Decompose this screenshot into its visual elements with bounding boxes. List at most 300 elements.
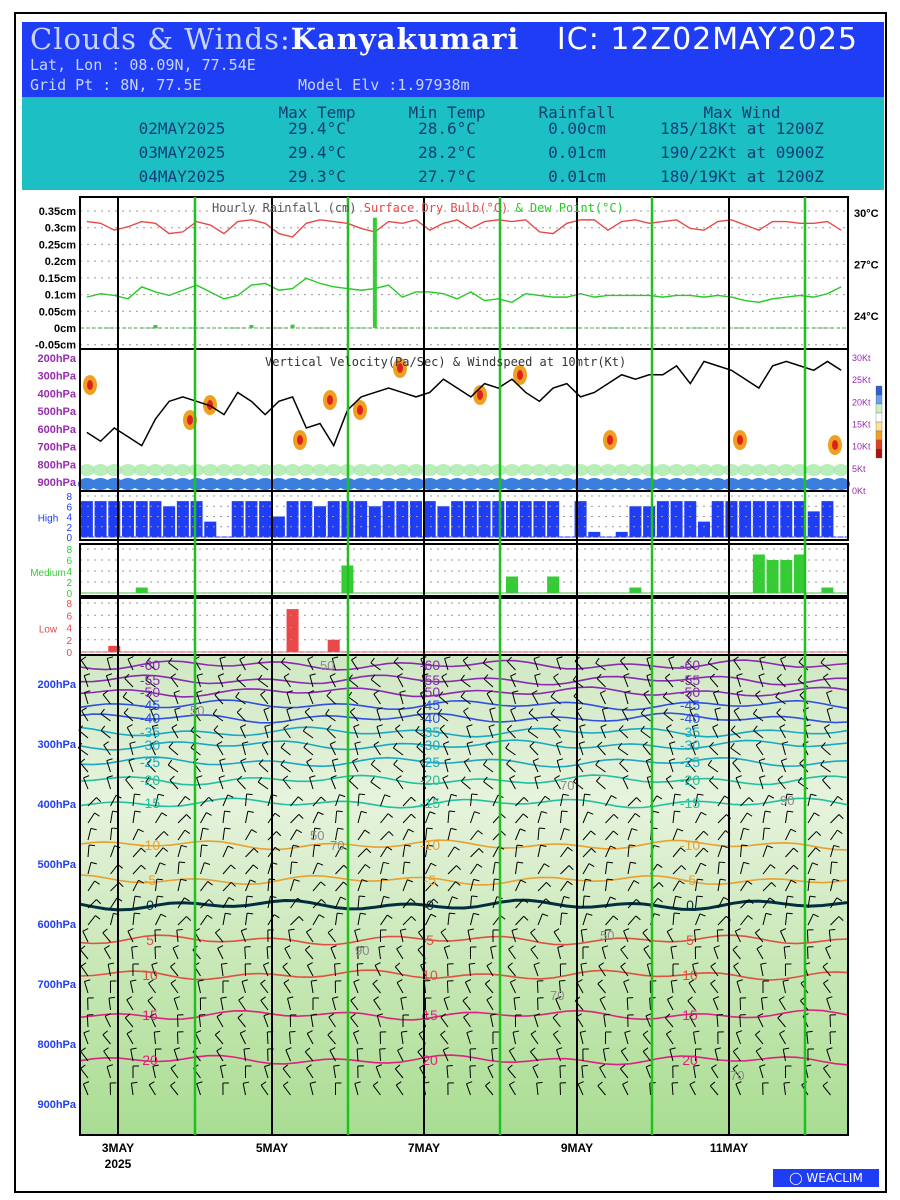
cloud-tick-label: 2: [66, 578, 72, 589]
wind-barb: [177, 1032, 178, 1044]
contour-label: -35: [419, 724, 441, 740]
vv-blob: [737, 464, 753, 476]
cloud-panel-label: Medium: [30, 568, 66, 579]
wind-tick-label: 25Kt: [852, 375, 871, 386]
rain-panel-title: [212, 201, 624, 215]
summary-rain: 0.01cm: [548, 143, 606, 162]
wind-barb-tick: [449, 811, 455, 812]
location-name: Kanyakumari: [290, 22, 520, 56]
humidity-label: 90: [355, 943, 370, 958]
wind-barb-tick: [807, 1031, 813, 1032]
profile-tick-label: 800hPa: [37, 1039, 76, 1051]
cloud-bar: [424, 501, 436, 537]
wind-barb-tick: [717, 1015, 723, 1016]
cloud-bar: [821, 588, 833, 594]
vv-blob: [134, 464, 150, 476]
contour-label: -35: [139, 724, 161, 740]
humidity-label: 70: [560, 778, 575, 793]
profile-tick-label: 600hPa: [37, 919, 76, 931]
vv-blob: [655, 464, 671, 476]
wind-barb: [537, 981, 538, 993]
vv-blob: [531, 464, 547, 476]
contour-label: 5: [146, 932, 154, 948]
wind-barb: [560, 1066, 561, 1078]
contour-label: -30: [139, 737, 161, 753]
vv-colorbar-cell: [876, 395, 882, 404]
grid-point: Grid Pt : 8N, 77.5E: [30, 76, 202, 94]
wind-barb-tick: [517, 845, 523, 846]
cloud-bar: [287, 609, 299, 652]
vv-blob: [79, 464, 95, 476]
contour-label: -25: [139, 754, 161, 770]
wind-barb-tick: [562, 913, 568, 914]
cloud-bar: [808, 511, 820, 537]
vv-colorbar-cell: [876, 404, 882, 413]
vv-blob: [120, 464, 136, 476]
humidity-label: 70: [330, 838, 345, 853]
contour-label: 0: [426, 897, 434, 913]
wind-barb-tick: [427, 828, 433, 829]
summary-wind: 185/18Kt at 1200Z: [660, 119, 824, 138]
wind-barb: [830, 1015, 831, 1027]
wind-barb: [470, 1066, 471, 1078]
rain-title-part: Surface Dry Bulb(°C): [363, 201, 516, 215]
wind-barb: [87, 1015, 88, 1027]
wind-tick-label: 10Kt: [852, 441, 871, 452]
contour-label: -20: [139, 772, 161, 788]
wind-barb-tick: [629, 845, 635, 846]
vv-blob: [600, 464, 616, 476]
wind-tick-label: 5Kt: [852, 463, 866, 474]
vv-blob: [832, 440, 838, 450]
vv-blob: [326, 464, 342, 476]
contour-label: -20: [679, 772, 701, 788]
summary-date: 03MAY2025: [138, 143, 226, 162]
cloud-tick-label: 6: [66, 556, 72, 567]
vv-tick-label: 200hPa: [37, 353, 76, 365]
vv-blob: [297, 435, 303, 445]
vv-blob: [175, 464, 191, 476]
vv-blob: [517, 370, 523, 380]
wind-barb-tick: [582, 1065, 588, 1066]
contour-label: -45: [139, 697, 161, 713]
rain-tick-label: 0cm: [53, 323, 76, 335]
summary-header-rain: Rainfall: [538, 103, 616, 122]
wind-barb-tick: [472, 794, 478, 795]
vv-blob: [765, 464, 781, 476]
model-elevation: Model Elv :1.97938m: [298, 76, 470, 94]
rain-tick-label: 0.2cm: [44, 256, 76, 269]
weaclim-logo: ◯ WEACLIM: [773, 1169, 879, 1187]
vv-tick-label: 800hPa: [37, 459, 76, 472]
cloud-bar: [629, 588, 641, 594]
contour-label: -50: [419, 684, 441, 700]
x-tick-label: 7MAY: [407, 1141, 441, 1155]
vv-blob: [327, 395, 333, 405]
contour-label: -25: [419, 754, 441, 770]
humidity-label: 70: [550, 988, 565, 1003]
contour-label: 10: [422, 967, 438, 983]
cloud-bar: [287, 501, 299, 537]
wind-barb-tick: [337, 811, 343, 812]
wind-barb-tick: [829, 929, 835, 930]
contour-label: -10: [679, 837, 701, 853]
cloud-tick-label: 4: [66, 567, 72, 578]
profile-tick-label: 700hPa: [37, 979, 76, 991]
cloud-bar: [629, 506, 641, 537]
wind-barb: [447, 981, 448, 993]
wind-barb-tick: [694, 930, 700, 931]
vv-blob: [187, 415, 193, 425]
vv-blob: [669, 464, 685, 476]
rain-bar: [249, 325, 253, 328]
vv-blob: [230, 464, 246, 476]
vv-blob: [357, 405, 363, 415]
vv-blob: [257, 464, 273, 476]
cloud-tick-label: 0: [66, 589, 72, 600]
vv-tick-label: 300hPa: [37, 370, 76, 383]
cloud-bar: [588, 532, 600, 537]
vv-blob: [189, 464, 205, 476]
wind-barb-tick: [674, 811, 680, 812]
contour-label: 15: [142, 1007, 158, 1023]
vv-tick-label: 900hPa: [37, 477, 76, 489]
wind-barb-tick: [359, 896, 365, 897]
summary-header-max: Max Temp: [278, 103, 356, 122]
vv-blob: [147, 464, 163, 476]
vv-blob: [435, 464, 451, 476]
vv-blob: [408, 464, 424, 476]
vv-colorbar-cell: [876, 449, 882, 458]
vv-blob: [641, 464, 657, 476]
wind-barb-tick: [697, 896, 703, 897]
wind-barb-tick: [469, 963, 475, 964]
rain-bar: [291, 325, 295, 328]
rain-tick-label: 0.15cm: [38, 272, 76, 285]
cloud-bar: [314, 506, 326, 537]
cloud-tick-label: 0: [66, 533, 72, 544]
cloud-bar: [369, 506, 381, 537]
wind-barb-tick: [742, 845, 748, 846]
vv-blob: [449, 464, 465, 476]
summary-max: 29.3°C: [288, 167, 346, 186]
contour-label: -25: [679, 754, 701, 770]
cloud-bar: [767, 560, 779, 593]
vv-blob: [463, 464, 479, 476]
rain-tick-label: 0.3cm: [44, 222, 76, 235]
rain-tick-label: -0.05cm: [35, 339, 76, 352]
cloud-tick-label: 8: [66, 599, 72, 610]
x-tick-label: 5MAY: [255, 1141, 289, 1155]
profile-tick-label: 900hPa: [37, 1099, 76, 1111]
wind-tick-label: 15Kt: [852, 419, 871, 430]
cloud-bar: [81, 501, 93, 537]
summary-rain: 0.00cm: [548, 119, 606, 138]
wind-barb: [155, 930, 156, 942]
wind-barb-tick: [154, 1031, 160, 1032]
vv-blob: [737, 435, 743, 445]
wind-barb: [830, 1032, 831, 1044]
vv-colorbar-cell: [876, 440, 882, 449]
wind-barb-tick: [177, 929, 183, 930]
vv-blob: [751, 464, 767, 476]
wind-barb-tick: [584, 896, 590, 897]
vv-blob: [607, 435, 613, 445]
vv-blob: [367, 464, 383, 476]
wind-tick-label: 0Kt: [852, 486, 866, 496]
wind-barb-tick: [199, 1014, 205, 1015]
vv-blob: [573, 464, 589, 476]
contour-label: -40: [679, 710, 701, 726]
profile-tick-label: 500hPa: [37, 859, 76, 871]
contour-label: -40: [139, 710, 161, 726]
summary-max: 29.4°C: [288, 143, 346, 162]
contour-label: -15: [139, 795, 161, 811]
summary-date: 02MAY2025: [138, 119, 226, 138]
contour-label: 10: [142, 967, 158, 983]
wind-barb-tick: [382, 879, 388, 880]
wind-barb-tick: [157, 879, 163, 880]
wind-barb-tick: [784, 946, 790, 947]
cloud-tick-label: 2: [66, 635, 72, 647]
vv-tick-label: 400hPa: [37, 388, 76, 401]
contour-label: 5: [426, 932, 434, 948]
vv-panel-title: Vertical Velocity(Pa/Sec) & Windspeed at 10mtr(Kt): [265, 355, 627, 369]
cloud-bar: [328, 640, 340, 652]
contour-label: 10: [682, 967, 698, 983]
wind-barb-tick: [449, 913, 455, 914]
wind-barb: [807, 930, 808, 942]
contour-label: -15: [679, 795, 701, 811]
rain-tick-label: 0.1cm: [44, 289, 76, 302]
contour-label: 20: [142, 1052, 158, 1068]
wind-barb-tick: [787, 913, 793, 914]
summary-date: 04MAY2025: [138, 167, 226, 186]
summary-min: 28.2°C: [418, 143, 476, 162]
vv-blob: [381, 464, 397, 476]
wind-barb: [740, 1015, 741, 1027]
vv-blob: [819, 464, 835, 476]
wind-barb-tick: [132, 946, 138, 947]
cloud-bar: [780, 560, 792, 593]
vv-colorbar-cell: [876, 422, 882, 431]
cloud-tick-label: 6: [66, 611, 72, 623]
rain-tick-label: 0.25cm: [38, 239, 76, 252]
vv-blob: [202, 464, 218, 476]
vv-blob: [518, 464, 534, 476]
wind-barb-tick: [562, 811, 568, 812]
cloud-panel-label: Low: [38, 624, 58, 636]
humidity-label: 50: [310, 828, 325, 843]
vv-blob: [477, 464, 493, 476]
contour-label: -15: [419, 795, 441, 811]
vv-blob: [806, 464, 822, 476]
cloud-bar: [753, 555, 765, 594]
cloud-bar: [136, 588, 148, 594]
rain-bar: [153, 325, 157, 328]
contour-label: -45: [679, 697, 701, 713]
rain-title-part: & Dew Point(°C): [515, 201, 624, 215]
vv-blob: [504, 464, 520, 476]
contour-label: -5: [683, 872, 697, 888]
humidity-label: 70: [730, 1068, 745, 1083]
cloud-tick-label: 8: [66, 492, 72, 503]
cloud-bar: [506, 577, 518, 594]
vv-blob: [312, 464, 328, 476]
summary-max: 29.4°C: [288, 119, 346, 138]
cloud-tick-label: 0: [66, 648, 72, 659]
wind-tick-label: 30Kt: [852, 353, 871, 363]
wind-barb-tick: [134, 913, 140, 914]
wind-barb-tick: [447, 1065, 453, 1066]
wind-barb-tick: [359, 794, 365, 795]
summary-wind: 190/22Kt at 0900Z: [660, 143, 824, 162]
wind-barb-tick: [764, 828, 770, 829]
contour-label: -60: [679, 657, 701, 673]
wind-barb-tick: [809, 879, 815, 880]
vv-blob: [833, 464, 849, 476]
rain-title-part: Hourly Rainfall (cm): [212, 201, 364, 215]
cloud-bar: [300, 501, 312, 537]
contour-label: -45: [419, 697, 441, 713]
summary-header-wind: Max Wind: [703, 103, 781, 122]
vv-colorbar-cell: [876, 413, 882, 422]
cloud-tick-label: 8: [66, 545, 72, 556]
wind-barb-tick: [492, 1048, 498, 1049]
vv-blob: [614, 464, 630, 476]
contour-label: -60: [419, 657, 441, 673]
wind-barb-tick: [289, 1032, 295, 1033]
contour-label: -10: [419, 837, 441, 853]
contour-label: -30: [419, 737, 441, 753]
summary-min: 27.7°C: [418, 167, 476, 186]
wind-barb-tick: [202, 845, 208, 846]
temp-tick-label: 30°C: [854, 208, 879, 220]
vv-blob: [682, 464, 698, 476]
humidity-label: 50: [190, 703, 205, 718]
contour-label: -55: [679, 672, 701, 688]
summary-min: 28.6°C: [418, 119, 476, 138]
vv-blob: [216, 464, 232, 476]
wind-barb-tick: [719, 862, 725, 863]
vv-blob: [490, 464, 506, 476]
vv-blob: [87, 380, 93, 390]
contour-label: 15: [682, 1007, 698, 1023]
lat-lon: Lat, Lon : 08.09N, 77.54E: [30, 56, 256, 74]
contour-label: -5: [143, 872, 157, 888]
contour-label: -5: [423, 872, 437, 888]
temp-tick-label: 27°C: [854, 259, 879, 272]
logo-text: WEACLIM: [806, 1171, 863, 1185]
vv-blob: [477, 390, 483, 400]
summary-rain: 0.01cm: [548, 167, 606, 186]
wind-barb-tick: [674, 913, 680, 914]
wind-barb-tick: [537, 1082, 543, 1083]
cloud-bar: [698, 522, 710, 537]
wind-barb-tick: [514, 997, 520, 998]
contour-label: -10: [139, 837, 161, 853]
wind-barb: [177, 1015, 178, 1027]
vv-tick-label: 700hPa: [37, 441, 76, 454]
contour-label: -20: [419, 772, 441, 788]
cloud-bar: [643, 506, 655, 537]
contour-label: 15: [422, 1007, 438, 1023]
vv-blob: [586, 464, 602, 476]
title-prefix: Clouds & Winds:: [30, 22, 291, 56]
wind-barb-tick: [472, 896, 478, 897]
cloud-tick-label: 4: [66, 623, 72, 635]
contour-label: -50: [139, 684, 161, 700]
vv-blob: [93, 464, 109, 476]
rain-tick-label: 0.05cm: [38, 306, 76, 319]
wind-barb-tick: [832, 862, 838, 863]
cloud-bar: [95, 501, 107, 537]
contour-label: -30: [679, 737, 701, 753]
wind-barb-tick: [404, 862, 410, 863]
vv-blob: [696, 464, 712, 476]
contour-label: -50: [679, 684, 701, 700]
summary-wind: 180/19Kt at 1200Z: [660, 167, 824, 186]
x-year-label: 2025: [104, 1157, 132, 1171]
initial-condition: IC: 12Z02MAY2025: [556, 22, 858, 57]
vv-tick-label: 600hPa: [37, 423, 76, 436]
vv-blob: [243, 464, 259, 476]
vv-blob: [271, 464, 287, 476]
cloud-panel-label: High: [37, 513, 59, 525]
cloud-bar: [767, 501, 779, 537]
contour-label: -55: [419, 672, 441, 688]
vv-blob: [723, 464, 739, 476]
x-tick-label: 9MAY: [560, 1141, 594, 1155]
contour-label: -55: [139, 672, 161, 688]
wind-barb-tick: [112, 828, 118, 829]
humidity-label: 50: [320, 658, 335, 673]
cloud-bar: [753, 501, 765, 537]
cloud-bar: [437, 506, 449, 537]
contour-label: 5: [686, 932, 694, 948]
cloud-tick-label: 2: [66, 522, 72, 534]
cloud-bar: [204, 522, 216, 537]
summary-header-min: Min Temp: [408, 103, 486, 122]
contour-label: 20: [422, 1052, 438, 1068]
vv-blob: [298, 464, 314, 476]
cloud-bar: [547, 577, 559, 594]
x-tick-label: 3MAY: [101, 1141, 135, 1155]
vv-colorbar-cell: [876, 431, 882, 440]
wind-barb-tick: [89, 845, 95, 846]
cloud-bar: [616, 532, 628, 537]
contour-label: 0: [146, 897, 154, 913]
cloud-bar: [163, 506, 175, 537]
wind-tick-label: 20Kt: [852, 397, 871, 408]
contour-label: -40: [419, 710, 441, 726]
wind-barb-tick: [539, 828, 545, 829]
profile-tick-label: 200hPa: [37, 679, 76, 691]
vv-blob: [559, 464, 575, 476]
wind-barb: [717, 930, 718, 942]
vv-blob: [394, 464, 410, 476]
contour-label: -35: [679, 724, 701, 740]
vv-blob: [106, 464, 122, 476]
vv-tick-label: 500hPa: [37, 406, 76, 419]
x-tick-label: 11MAY: [709, 1141, 749, 1155]
temp-tick-label: 24°C: [854, 311, 879, 323]
humidity-label: 50: [600, 928, 615, 943]
rain-tick-label: 0.35cm: [38, 206, 76, 218]
vv-blob: [710, 464, 726, 476]
cloud-bar: [780, 501, 792, 537]
wind-barb-tick: [292, 862, 298, 863]
